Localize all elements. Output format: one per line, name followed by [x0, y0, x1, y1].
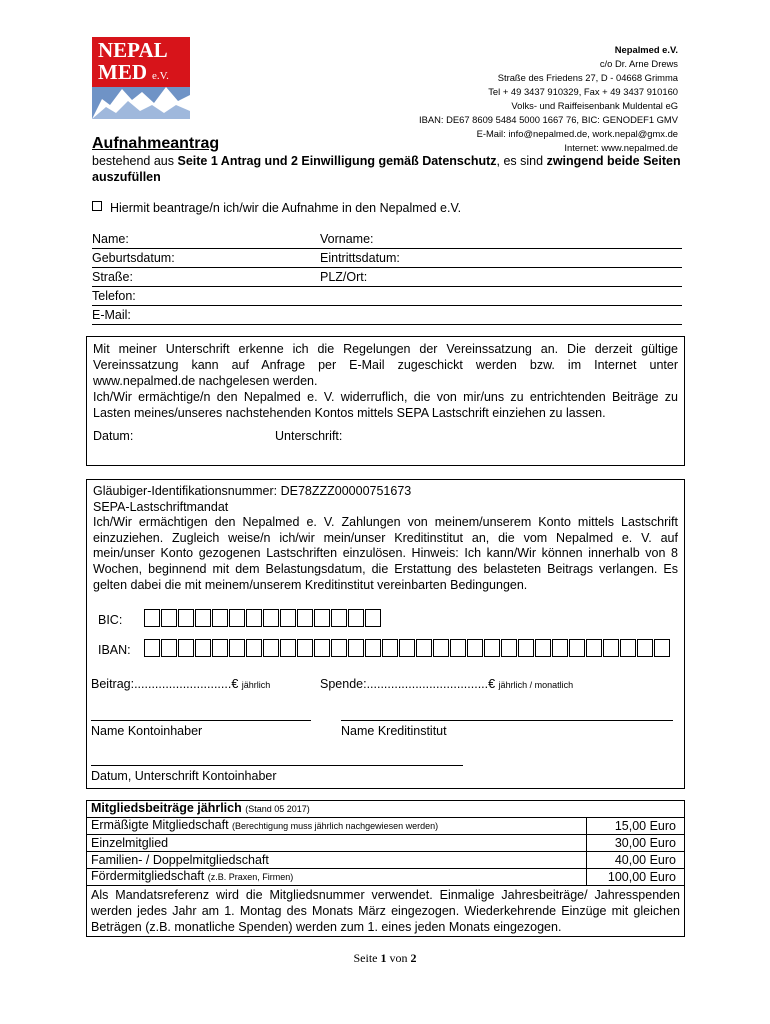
iban-label: IBAN: [98, 643, 131, 657]
char-cell[interactable] [263, 609, 279, 627]
address-line: Internet: www.nepalmed.de [564, 142, 678, 153]
spende-frequency: jährlich / monatlich [498, 680, 574, 690]
char-cell[interactable] [654, 639, 670, 657]
char-cell[interactable] [637, 639, 653, 657]
page-mid: von [386, 951, 411, 965]
consent-signature-row [93, 427, 678, 447]
char-cell[interactable] [314, 639, 330, 657]
logo-line2: MED [98, 60, 147, 84]
creditor-id: Gläubiger-Identifikationsnummer: DE78ZZZ00000751673 [93, 484, 412, 498]
subtitle-bold: zwingend beide Seiten auszufüllen [92, 154, 681, 184]
nepalmed-logo [92, 37, 190, 119]
spende-field[interactable] [320, 677, 573, 691]
fees-table [86, 800, 685, 886]
beitrag-field[interactable] [91, 677, 270, 691]
char-cell[interactable] [229, 639, 245, 657]
field-row [92, 306, 682, 325]
char-cell[interactable] [365, 639, 381, 657]
char-cell[interactable] [314, 609, 330, 627]
char-cell[interactable] [280, 639, 296, 657]
table-row [87, 835, 685, 852]
table-row [87, 818, 685, 835]
page-prefix: Seite [353, 951, 381, 965]
char-cell[interactable] [178, 609, 194, 627]
sepa-mandate-box [86, 479, 685, 789]
table-row [87, 869, 685, 886]
apply-text: Hiermit beantrage/n ich/wir die Aufnahme in den Nepalmed e.V. [110, 201, 462, 215]
char-cell[interactable] [331, 609, 347, 627]
eintrittsdatum-field[interactable]: Eintrittsdatum: [320, 251, 400, 265]
logo-suffix: e.V. [152, 70, 169, 82]
field-row [92, 230, 682, 249]
char-cell[interactable] [535, 639, 551, 657]
org-name: Nepalmed e.V. [614, 44, 678, 55]
apply-checkbox[interactable] [92, 201, 102, 211]
char-cell[interactable] [348, 639, 364, 657]
address-line: E-Mail: info@nepalmed.de, work.nepal@gmx.de [476, 128, 678, 139]
sepa-mandate-title: SEPA-Lastschriftmandat [93, 499, 229, 514]
beitrag-label: Beitrag:............................€ [91, 677, 239, 691]
char-cell[interactable] [144, 639, 160, 657]
consent-box [86, 336, 685, 466]
consent-date-field[interactable]: Datum: [93, 429, 134, 443]
account-holder-field[interactable]: Name Kontoinhaber [91, 724, 203, 738]
fee-label: Ermäßigte Mitgliedschaft [91, 818, 229, 832]
char-cell[interactable] [467, 639, 483, 657]
char-cell[interactable] [212, 609, 228, 627]
field-row [92, 249, 682, 268]
char-cell[interactable] [331, 639, 347, 657]
address-line: Tel + 49 3437 910329, Fax + 49 3437 910160 [488, 86, 678, 97]
mandate-reference-note: Als Mandatsreferenz wird die Mitgliedsnummer verwendet. Einmalige Jahresbeiträge/ Jahresspenden werden jedes Jahr am 1. Montag des Monats März eingezogen. Wiederkehrende Einzüge mit gleichen Beträgen (z.B. monatliche Spenden) werden zum 1. eines jeden Monats eingezogen. [86, 886, 685, 937]
fee-amount: 40,00 Euro [587, 852, 685, 869]
subtitle-part: bestehend aus [92, 154, 178, 168]
char-cell[interactable] [433, 639, 449, 657]
spende-label: Spende:...................................€ [320, 677, 496, 691]
char-cell[interactable] [603, 639, 619, 657]
plz-field[interactable]: PLZ/Ort: [320, 270, 368, 284]
char-cell[interactable] [161, 639, 177, 657]
fee-note: (Berechtigung muss jährlich nachgewiesen werden) [232, 821, 439, 831]
char-cell[interactable] [348, 609, 364, 627]
strasse-field[interactable]: Straße: [92, 270, 133, 284]
char-cell[interactable] [484, 639, 500, 657]
signature-line [91, 720, 311, 721]
subtitle [92, 153, 692, 185]
signature-line [341, 720, 673, 721]
char-cell[interactable] [280, 609, 296, 627]
personal-data-section [92, 230, 682, 325]
char-cell[interactable] [416, 639, 432, 657]
subtitle-bold: Seite 1 Antrag und 2 Einwilligung gemäß Datenschutz [177, 154, 497, 168]
char-cell[interactable] [195, 639, 211, 657]
char-cell[interactable] [297, 639, 313, 657]
subtitle-part: , es sind [496, 154, 547, 168]
char-cell[interactable] [501, 639, 517, 657]
name-field[interactable]: Name: [92, 232, 129, 246]
consent-signature-field[interactable]: Unterschrift: [275, 429, 343, 443]
fee-amount: 15,00 Euro [587, 818, 685, 835]
char-cell[interactable] [263, 639, 279, 657]
field-row [92, 268, 682, 287]
char-cell[interactable] [178, 639, 194, 657]
char-cell[interactable] [195, 609, 211, 627]
address-line: Straße des Friedens 27, D - 04668 Grimma [497, 72, 678, 83]
fees-header: Mitgliedsbeiträge jährlich [91, 801, 242, 815]
fee-label: Einzelmitglied [91, 835, 169, 850]
sepa-mandate-text: Ich/Wir ermächtigen den Nepalmed e. V. Zahlungen von meinem/unserem Konto mittels Lastschrift einzuziehen. Zugleich weise/n ich/wir mein/unser Kreditinstitut an, die vom Nepalmed e. V. auf mein/unser Konto gezogenen Lastschriften einzulösen. Hinweis: Ich kann/Wir können innerhalb von 8 Wochen, beginnend mit dem Belastungsdatum, die Erstattung des belasteten Beitrags verlangen. Es gelten dabei die mit meinem/unserem Kreditinstitut vereinbarten Bedingungen. [93, 515, 678, 592]
page-total: 2 [410, 951, 417, 965]
iban-input[interactable] [144, 639, 671, 657]
char-cell[interactable] [144, 609, 160, 627]
char-cell[interactable] [212, 639, 228, 657]
telefon-field[interactable]: Telefon: [92, 289, 136, 303]
account-holder-signature-field[interactable]: Datum, Unterschrift Kontoinhaber [91, 769, 277, 783]
char-cell[interactable] [399, 639, 415, 657]
page-title: Aufnahmeantrag [92, 135, 220, 152]
membership-fees [86, 800, 685, 945]
char-cell[interactable] [586, 639, 602, 657]
fee-amount: 30,00 Euro [587, 835, 685, 852]
fee-amount: 100,00 Euro [587, 869, 685, 886]
char-cell[interactable] [450, 639, 466, 657]
consent-statute-text: Mit meiner Unterschrift erkenne ich die Regelungen der Vereinssatzung an. Die derzeit gültige Vereinssatzung kann auf Anfrage per E-Mail zugeschickt werden bzw. im Internet unter www.nepalmed.de nachgelesen werden. [93, 342, 678, 388]
address-line: c/o Dr. Arne Drews [599, 58, 678, 69]
page-number [0, 951, 770, 966]
membership-application [92, 201, 461, 215]
fee-label: Fördermitgliedschaft [91, 869, 205, 883]
field-row [92, 287, 682, 306]
vorname-field[interactable]: Vorname: [320, 232, 374, 246]
signature-line [91, 765, 463, 766]
fee-label: Familien- / Doppelmitgliedschaft [91, 852, 269, 867]
fee-note: (z.B. Praxen, Firmen) [207, 872, 294, 882]
char-cell[interactable] [569, 639, 585, 657]
table-row [87, 852, 685, 869]
email-field[interactable]: E-Mail: [92, 308, 131, 322]
address-block [278, 43, 678, 155]
fees-header-date: (Stand 05 2017) [245, 804, 310, 814]
bic-input[interactable] [144, 609, 382, 627]
char-cell[interactable] [365, 609, 381, 627]
char-cell[interactable] [382, 639, 398, 657]
bank-name-field[interactable]: Name Kreditinstitut [341, 724, 447, 738]
char-cell[interactable] [246, 609, 262, 627]
beitrag-frequency: jährlich [241, 680, 271, 690]
char-cell[interactable] [161, 609, 177, 627]
char-cell[interactable] [552, 639, 568, 657]
char-cell[interactable] [229, 609, 245, 627]
fees-header-row [87, 801, 685, 818]
char-cell[interactable] [297, 609, 313, 627]
char-cell[interactable] [518, 639, 534, 657]
address-line: Volks- und Raiffeisenbank Muldental eG [511, 100, 678, 111]
char-cell[interactable] [246, 639, 262, 657]
bic-label: BIC: [98, 613, 123, 627]
geburtsdatum-field[interactable]: Geburtsdatum: [92, 251, 175, 265]
consent-sepa-text: Ich/Wir ermächtige/n den Nepalmed e. V. widerruflich, die von mir/uns zu entrichtenden Beiträge zu Lasten meines/unseres nachstehenden Kontos mittels SEPA Lastschrift einziehen zu lassen. [93, 390, 678, 420]
logo-line1: NEPAL [98, 38, 168, 62]
address-line: IBAN: DE67 8609 5484 5000 1667 76, BIC: GENODEF1 GMV [419, 114, 678, 125]
page-current: 1 [380, 951, 387, 965]
char-cell[interactable] [620, 639, 636, 657]
